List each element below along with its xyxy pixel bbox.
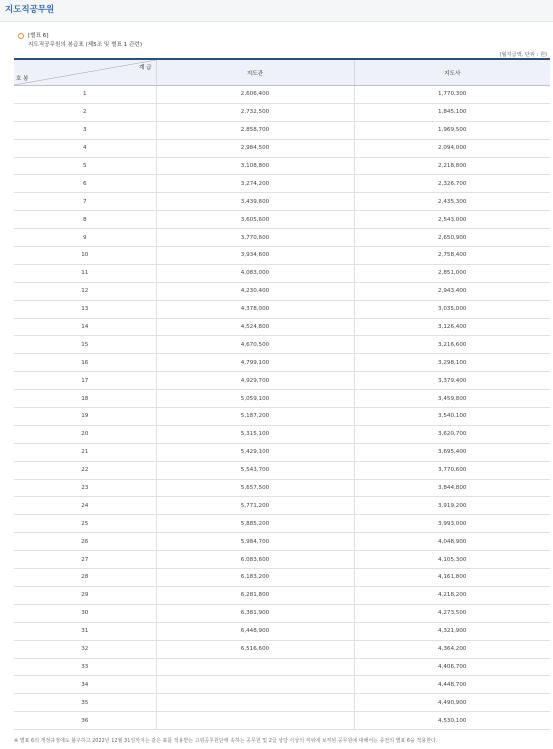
jidosa-cell: 2,543,000 [354, 211, 550, 229]
jidogwan-cell: 5,657,500 [156, 479, 354, 497]
table-row [14, 676, 550, 694]
jidogwan-cell: 3,605,600 [156, 211, 354, 229]
jidogwan-cell [156, 676, 354, 694]
jidogwan-cell: 3,770,600 [156, 229, 354, 247]
table-caption-title: 지도직공무원의 봉급표 (제5조 및 별표 1 관련) [28, 42, 143, 48]
jidosa-cell: 3,126,400 [354, 318, 550, 336]
step-cell: 5 [14, 157, 156, 175]
table-row [14, 390, 550, 408]
jidogwan-cell: 3,108,800 [156, 157, 354, 175]
jidogwan-cell: 5,429,100 [156, 443, 354, 461]
jidogwan-cell: 5,984,700 [156, 533, 354, 551]
table-row [14, 640, 550, 658]
jidosa-cell: 2,650,900 [354, 229, 550, 247]
jidogwan-cell: 2,858,700 [156, 121, 354, 139]
table-header-row [14, 59, 550, 86]
step-cell: 11 [14, 264, 156, 282]
step-cell: 27 [14, 551, 156, 569]
step-cell: 31 [14, 622, 156, 640]
step-cell: 26 [14, 533, 156, 551]
jidosa-cell: 1,845,100 [354, 103, 550, 121]
table-row [14, 622, 550, 640]
jidosa-cell: 2,943,400 [354, 282, 550, 300]
table-row [14, 533, 550, 551]
jidosa-cell: 4,273,500 [354, 604, 550, 622]
table-row [14, 103, 550, 121]
step-cell: 30 [14, 604, 156, 622]
step-cell: 8 [14, 211, 156, 229]
table-row [14, 300, 550, 318]
step-cell: 15 [14, 336, 156, 354]
page-title: 지도직공무원 [5, 5, 55, 15]
jidogwan-cell: 5,771,200 [156, 497, 354, 515]
table-row [14, 247, 550, 265]
jidogwan-cell: 4,929,700 [156, 372, 354, 390]
jidogwan-cell: 5,543,700 [156, 461, 354, 479]
jidogwan-cell: 6,516,600 [156, 640, 354, 658]
table-row [14, 443, 550, 461]
jidogwan-cell: 6,281,800 [156, 586, 354, 604]
table-row [14, 354, 550, 372]
jidosa-cell: 2,851,000 [354, 264, 550, 282]
table-row [14, 569, 550, 587]
step-cell: 22 [14, 461, 156, 479]
step-cell: 23 [14, 479, 156, 497]
table-row [14, 193, 550, 211]
step-cell: 24 [14, 497, 156, 515]
footnote: ※ 별표 6의 개정규정에도 불구하고 2022년 12월 31일까지는 같은 표를 적용받는 고위공무원단에 속하는 공무원 및 2급 상당 이상의 직위에 보직된 공무원에 대해서는 종전의 별표 6을 적용한다. [14, 738, 438, 744]
jidogwan-cell: 6,183,200 [156, 569, 354, 587]
step-cell: 13 [14, 300, 156, 318]
step-cell: 21 [14, 443, 156, 461]
table-row [14, 318, 550, 336]
jidosa-cell: 4,321,900 [354, 622, 550, 640]
jidogwan-cell [156, 694, 354, 712]
step-cell: 25 [14, 515, 156, 533]
step-cell: 1 [14, 86, 156, 104]
table-row [14, 551, 550, 569]
table-row [14, 712, 550, 730]
step-cell: 3 [14, 121, 156, 139]
jidosa-cell: 2,758,400 [354, 247, 550, 265]
step-cell: 28 [14, 569, 156, 587]
jidosa-cell: 3,459,800 [354, 390, 550, 408]
header-col-jidogwan: 지도관 [156, 59, 354, 86]
step-cell: 35 [14, 694, 156, 712]
table-row [14, 658, 550, 676]
step-cell: 16 [14, 354, 156, 372]
jidogwan-cell: 6,083,600 [156, 551, 354, 569]
jidosa-cell: 4,364,200 [354, 640, 550, 658]
step-cell: 34 [14, 676, 156, 694]
jidogwan-cell: 3,274,200 [156, 175, 354, 193]
jidogwan-cell: 2,606,400 [156, 86, 354, 104]
jidosa-cell: 3,379,400 [354, 372, 550, 390]
step-cell: 14 [14, 318, 156, 336]
jidosa-cell: 2,094,000 [354, 139, 550, 157]
table-row [14, 408, 550, 426]
step-cell: 7 [14, 193, 156, 211]
step-cell: 29 [14, 586, 156, 604]
unit-note: (월지급액, 단위 : 원) [499, 52, 547, 58]
table-row [14, 139, 550, 157]
table-row [14, 211, 550, 229]
step-cell: 9 [14, 229, 156, 247]
jidogwan-cell: 4,799,100 [156, 354, 354, 372]
table-row [14, 121, 550, 139]
jidosa-cell: 3,298,100 [354, 354, 550, 372]
jidogwan-cell: 4,230,400 [156, 282, 354, 300]
top-bar [0, 0, 553, 22]
table-row [14, 425, 550, 443]
step-cell: 33 [14, 658, 156, 676]
table-row [14, 86, 550, 104]
table-row [14, 586, 550, 604]
table-row [14, 694, 550, 712]
jidogwan-cell: 3,439,600 [156, 193, 354, 211]
jidosa-cell: 4,448,700 [354, 676, 550, 694]
table-row [14, 372, 550, 390]
jidogwan-cell: 2,984,500 [156, 139, 354, 157]
header-diagonal-cell [14, 59, 156, 86]
jidogwan-cell [156, 658, 354, 676]
jidosa-cell: 1,770,300 [354, 86, 550, 104]
table-row [14, 461, 550, 479]
jidogwan-cell: 5,885,200 [156, 515, 354, 533]
table-row [14, 264, 550, 282]
jidosa-cell: 3,620,700 [354, 425, 550, 443]
jidosa-cell: 2,326,700 [354, 175, 550, 193]
jidosa-cell: 4,105,300 [354, 551, 550, 569]
table-row [14, 229, 550, 247]
table-row [14, 336, 550, 354]
table-row [14, 282, 550, 300]
step-cell: 17 [14, 372, 156, 390]
jidogwan-cell [156, 712, 354, 730]
step-cell: 6 [14, 175, 156, 193]
jidosa-cell: 4,161,800 [354, 569, 550, 587]
header-col-jidosa: 지도사 [354, 59, 550, 86]
step-cell: 32 [14, 640, 156, 658]
header-step-label: 호 봉 [16, 76, 29, 82]
jidogwan-cell: 3,934,600 [156, 247, 354, 265]
jidogwan-cell: 5,315,100 [156, 425, 354, 443]
table-row [14, 497, 550, 515]
table-row [14, 515, 550, 533]
table-body [14, 86, 550, 730]
jidosa-cell: 2,435,300 [354, 193, 550, 211]
step-cell: 36 [14, 712, 156, 730]
jidosa-cell: 4,490,900 [354, 694, 550, 712]
jidosa-cell: 1,969,500 [354, 121, 550, 139]
jidogwan-cell: 6,448,900 [156, 622, 354, 640]
jidosa-cell: 4,530,100 [354, 712, 550, 730]
table-row [14, 175, 550, 193]
jidosa-cell: 4,406,700 [354, 658, 550, 676]
jidogwan-cell: 2,732,500 [156, 103, 354, 121]
jidosa-cell: 3,216,600 [354, 336, 550, 354]
step-cell: 2 [14, 103, 156, 121]
jidosa-cell: 3,770,600 [354, 461, 550, 479]
step-cell: 18 [14, 390, 156, 408]
jidogwan-cell: 4,083,000 [156, 264, 354, 282]
jidogwan-cell: 5,059,100 [156, 390, 354, 408]
jidogwan-cell: 4,378,000 [156, 300, 354, 318]
table-row [14, 479, 550, 497]
jidogwan-cell: 4,670,500 [156, 336, 354, 354]
step-cell: 12 [14, 282, 156, 300]
jidosa-cell: 2,218,800 [354, 157, 550, 175]
jidosa-cell: 3,844,800 [354, 479, 550, 497]
table-caption-label: [별표 6] [28, 33, 49, 39]
jidosa-cell: 4,218,200 [354, 586, 550, 604]
step-cell: 20 [14, 425, 156, 443]
step-cell: 4 [14, 139, 156, 157]
jidogwan-cell: 4,524,800 [156, 318, 354, 336]
jidosa-cell: 4,048,900 [354, 533, 550, 551]
salary-table [14, 58, 550, 730]
jidosa-cell: 3,035,000 [354, 300, 550, 318]
header-rank-label: 계 급 [138, 65, 152, 71]
jidosa-cell: 3,695,400 [354, 443, 550, 461]
jidogwan-cell: 6,381,900 [156, 604, 354, 622]
jidosa-cell: 3,540,100 [354, 408, 550, 426]
step-cell: 10 [14, 247, 156, 265]
table-row [14, 157, 550, 175]
table-row [14, 604, 550, 622]
step-cell: 19 [14, 408, 156, 426]
jidogwan-cell: 5,187,200 [156, 408, 354, 426]
jidosa-cell: 3,993,000 [354, 515, 550, 533]
jidosa-cell: 3,919,200 [354, 497, 550, 515]
bullet-circle-icon [18, 33, 24, 39]
